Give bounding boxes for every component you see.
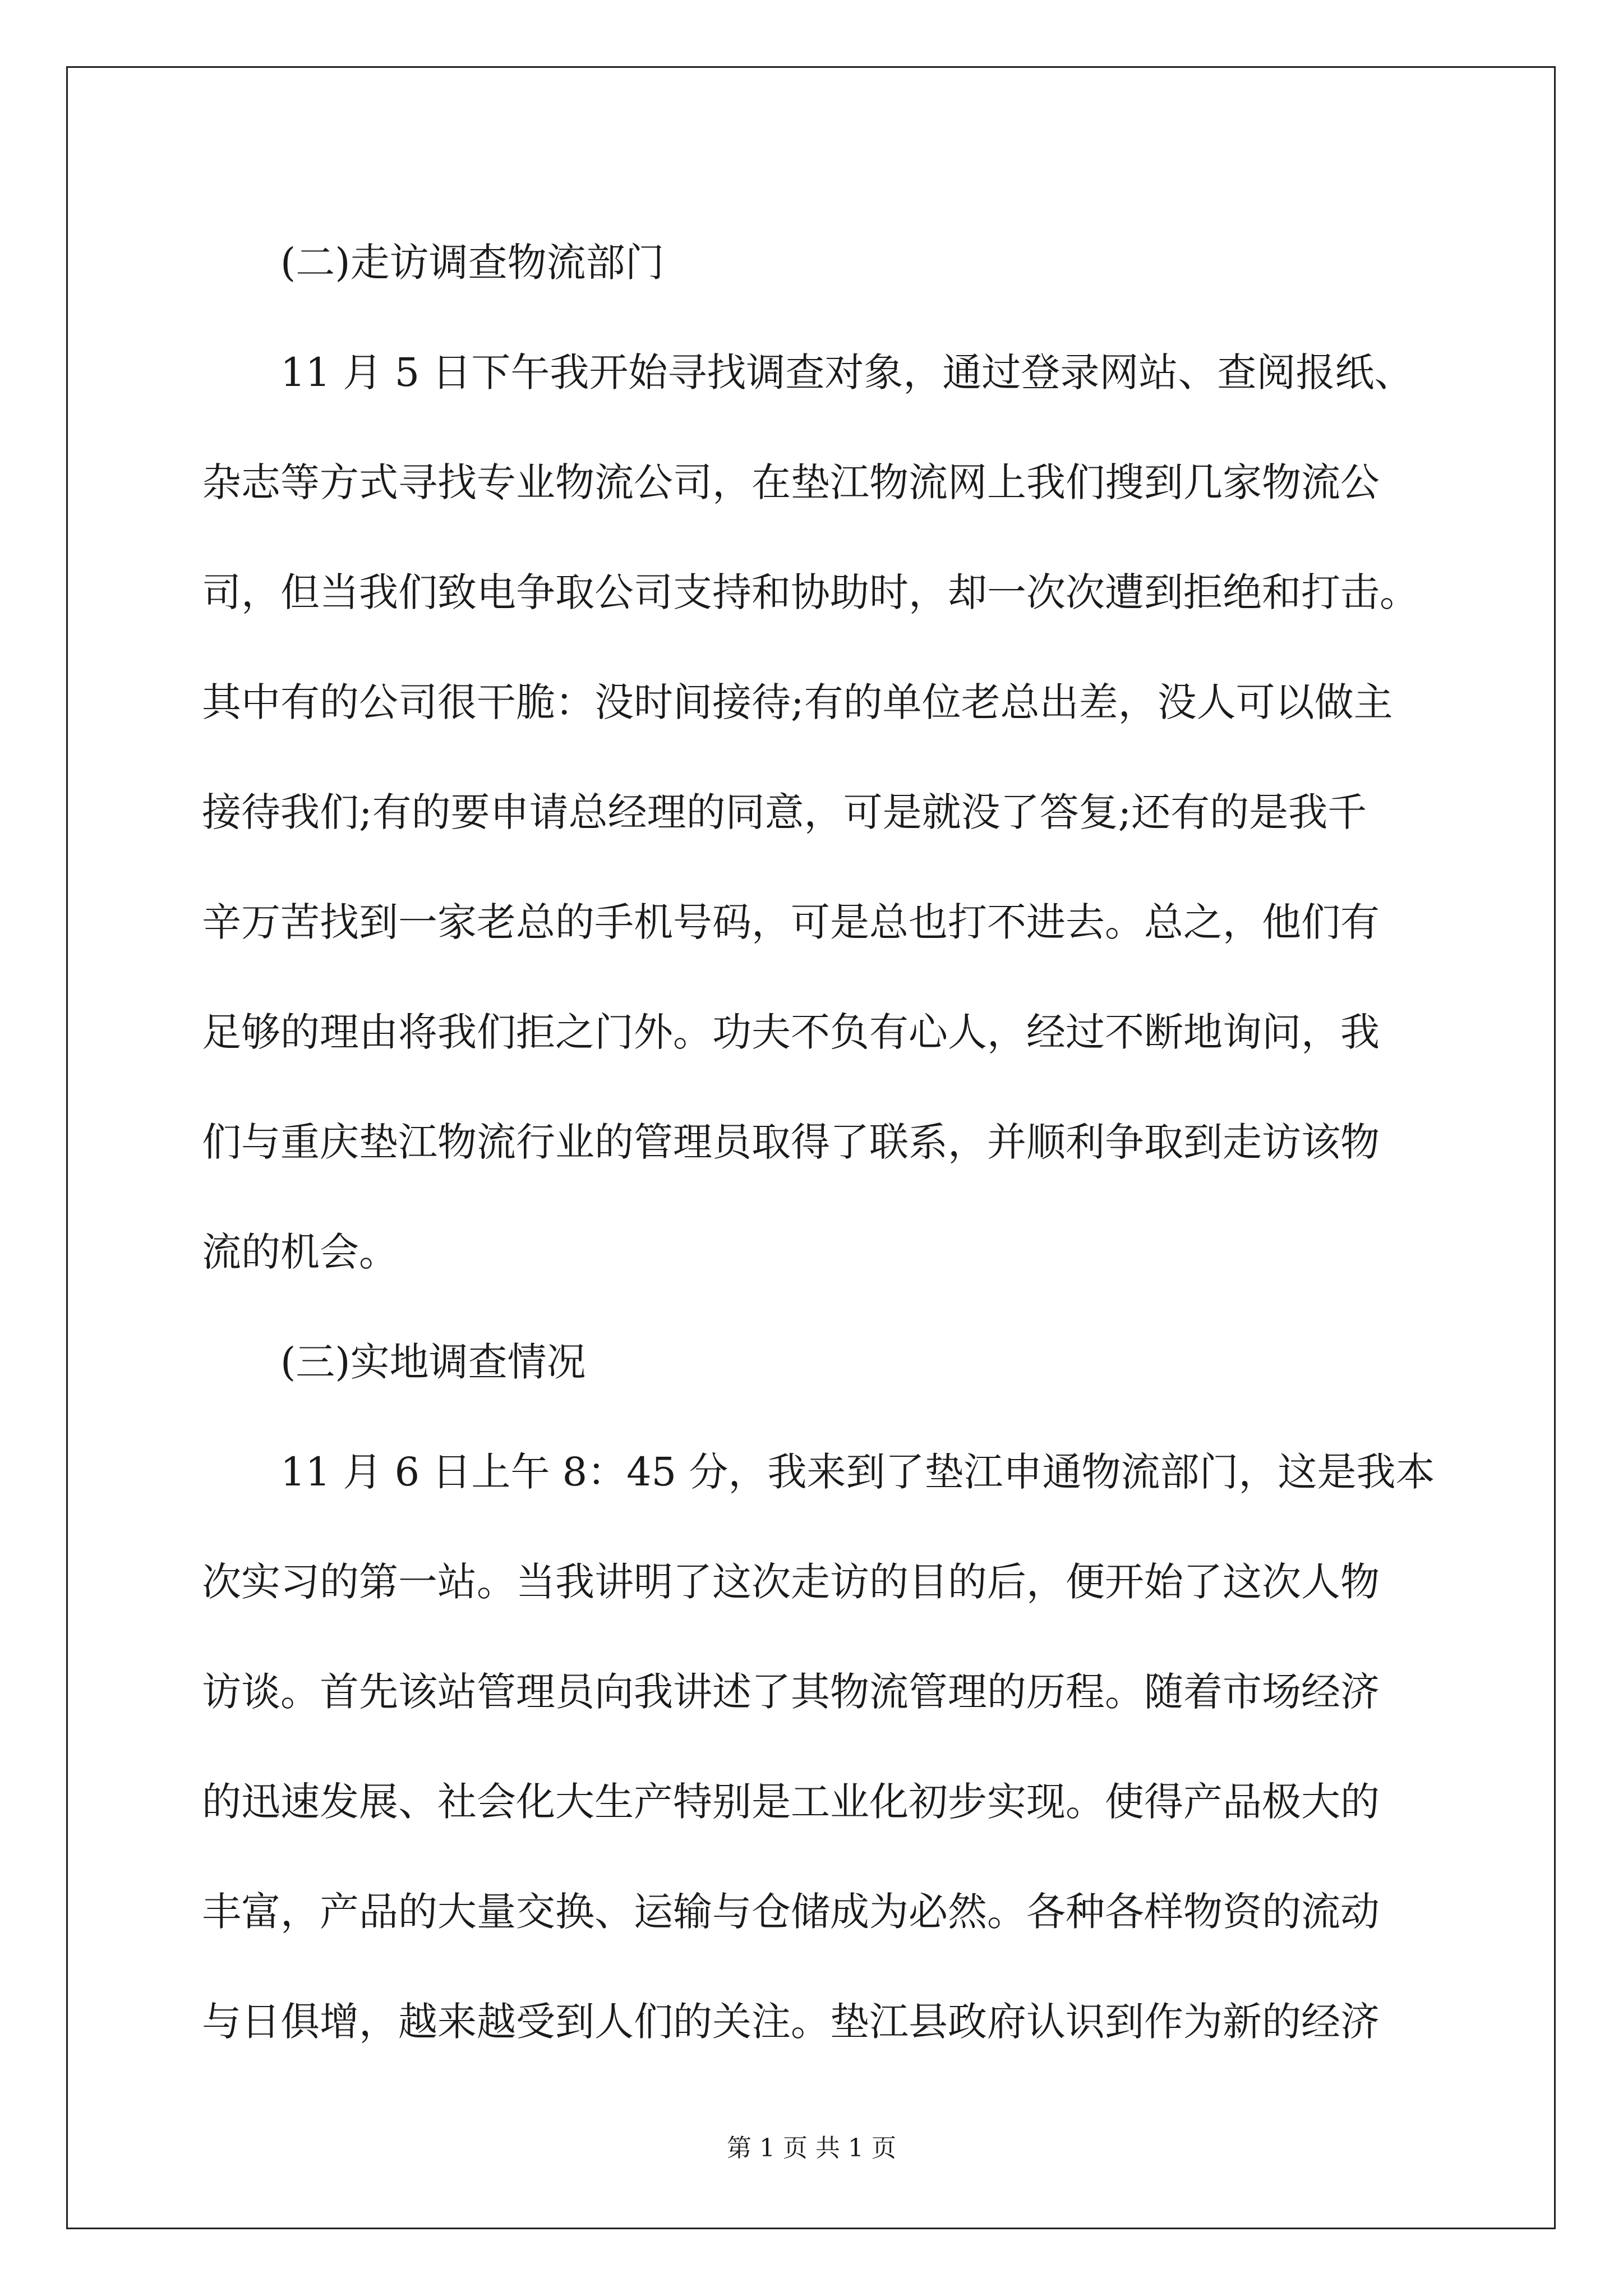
- paragraph-line: 访谈。首先该站管理员向我讲述了其物流管理的历程。随着市场经济: [202, 1669, 1380, 1715]
- paragraph-line: 流的机会。: [202, 1229, 398, 1275]
- paragraph-line: 11 月 6 日上午 8：45 分，我来到了垫江申通物流部门，这是我本: [280, 1449, 1435, 1495]
- paragraph-line: 们与重庆垫江物流行业的管理员取得了联系，并顺利争取到走访该物: [202, 1119, 1380, 1165]
- paragraph-line: 11 月 5 日下午我开始寻找调查对象，通过登录网站、查阅报纸、: [280, 349, 1414, 395]
- document-body: [202, 208, 1435, 2077]
- paragraph-line: 的迅速发展、社会化大生产特别是工业化初步实现。使得产品极大的: [202, 1779, 1380, 1825]
- paragraph-line: 其中有的公司很干脆：没时间接待;有的单位老总出差，没人可以做主: [202, 679, 1393, 725]
- section-heading: (二)走访调查物流部门: [280, 240, 665, 286]
- paragraph-line: 司，但当我们致电争取公司支持和协助时，却一次次遭到拒绝和打击。: [202, 569, 1419, 615]
- paragraph-line: 次实习的第一站。当我讲明了这次走访的目的后，便开始了这次人物: [202, 1559, 1380, 1605]
- paragraph-line: 足够的理由将我们拒之门外。功夫不负有心人，经过不断地询问，我: [202, 1009, 1380, 1055]
- paragraph-line: 杂志等方式寻找专业物流公司，在垫江物流网上我们搜到几家物流公: [202, 459, 1380, 505]
- paragraph-line: 与日俱增，越来越受到人们的关注。垫江县政府认识到作为新的经济: [202, 1999, 1380, 2045]
- paragraph-line: 接待我们;有的要申请总经理的同意，可是就没了答复;还有的是我千: [202, 789, 1367, 835]
- page-footer: 第 1 页 共 1 页: [727, 2134, 896, 2162]
- section-heading: (三)实地调查情况: [280, 1339, 586, 1385]
- paragraph-line: 辛万苦找到一家老总的手机号码，可是总也打不进去。总之，他们有: [202, 899, 1380, 945]
- paragraph-line: 丰富，产品的大量交换、运输与仓储成为必然。各种各样物资的流动: [202, 1889, 1380, 1935]
